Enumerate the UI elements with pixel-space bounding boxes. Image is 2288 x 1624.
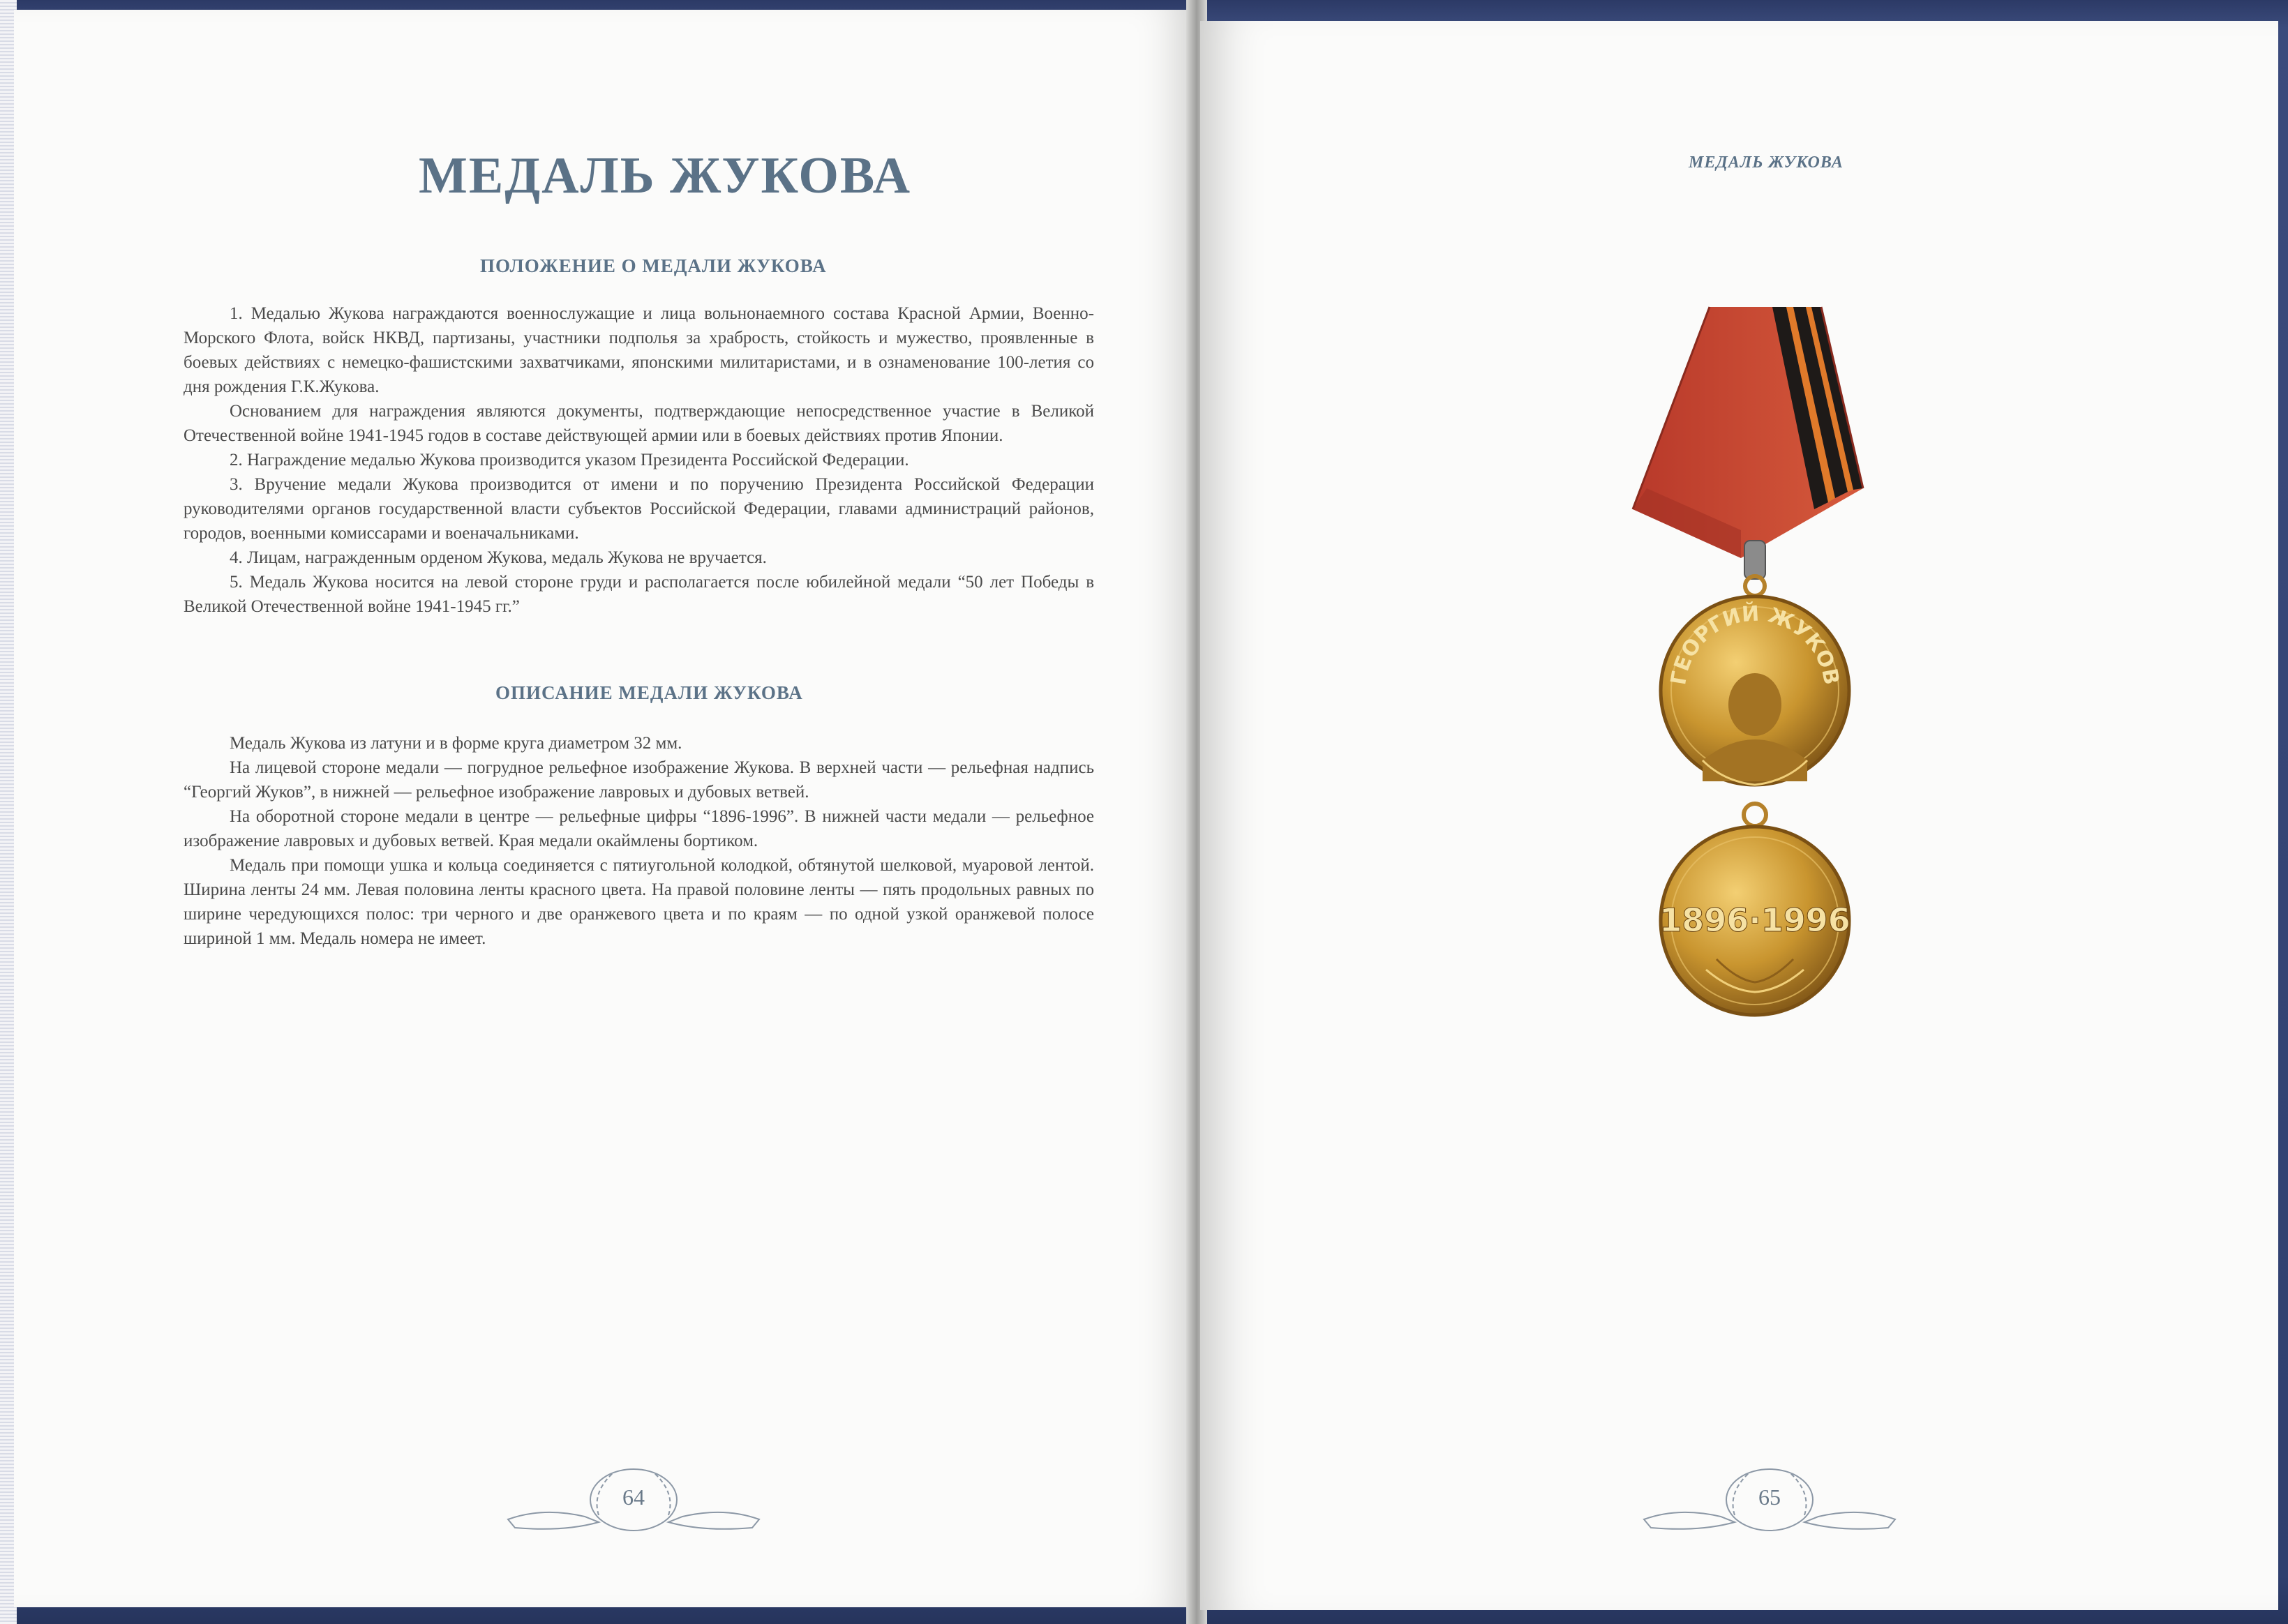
description-paragraph-1: Медаль Жукова из латуни и в форме круга диаметром 32 мм. (230, 734, 682, 753)
page-number-left: 64 (622, 1484, 645, 1510)
reverse-inscription: 1896·1996 (1659, 901, 1850, 939)
page-number-right: 65 (1758, 1484, 1781, 1510)
regulation-paragraph-2: Основанием для награждения являются документы, подтверждающие непосредственное участие в Великой Отечественной войне 1941-1945 годов в составе действующей армии или в боевых действиях против Японии. (184, 402, 1094, 445)
medal-reverse (1659, 804, 1850, 1015)
description-paragraph-4: Медаль при помощи ушка и кольца соединяется с пятиугольной колодкой, обтянутой шелковой, муаровой лентой. Ширина ленты 24 мм. Левая половина ленты красного цвета. На правой половине ленты — пять продольных равных по ширине чередующихся полос: три черного и две оранжевого цвета и по краям — по одной узкой оранжевой полосе шириной 1 мм. Медаль номера не имеет. (184, 856, 1094, 948)
regulation-text (184, 301, 1094, 619)
regulation-paragraph-5: 4. Лицам, награжденным орденом Жукова, медаль Жукова не вручается. (230, 548, 767, 567)
description-text (184, 731, 1094, 951)
regulation-paragraph-6: 5. Медаль Жукова носится на левой стороне груди и располагается после юбилейной медали “50 лет Победы в Великой Отечественной войне 1941-1945 гг.” (184, 573, 1094, 616)
ribbon-block (1633, 307, 1863, 558)
running-head: МЕДАЛЬ ЖУКОВА (1689, 153, 1844, 172)
description-paragraph-3: На оборотной стороне медали в центре — рельефные цифры “1896-1996”. В нижней части медали — рельефное изображение лавровых и дубовых ветвей. Края медали окаймлены бортиком. (184, 807, 1094, 850)
page-number-ornament-left (501, 1465, 766, 1542)
section-title-regulation: ПОЛОЖЕНИЕ О МЕДАЛИ ЖУКОВА (480, 255, 827, 276)
medal-illustration (1619, 300, 1898, 1029)
description-paragraph-2: На лицевой стороне медали — погрудное рельефное изображение Жукова. В верхней части — рельефная надпись “Георгий Жуков”, в нижней — рельефное изображение лавровых и дубовых ветвей. (184, 758, 1094, 802)
regulation-paragraph-3: 2. Награждение медалью Жукова производится указом Президента Российской Федерации. (230, 451, 909, 469)
page-number-ornament-right (1637, 1465, 1902, 1542)
medal-obverse (1661, 596, 1849, 785)
page-title: МЕДАЛЬ ЖУКОВА (419, 147, 912, 204)
obverse-inscription: ГЕОРГИЙ ЖУКОВ (1666, 601, 1844, 687)
section-title-description: ОПИСАНИЕ МЕДАЛИ ЖУКОВА (495, 682, 803, 703)
regulation-paragraph-1: 1. Медалью Жукова награждаются военнослужащие и лица вольнонаемного состава Красной Армии, Военно-Морского Флота, войск НКВД, партизаны, участники подполья за храбрость, стойкость и мужество, проявленные в боевых действиях с немецко-фашистскими захватчиками, японскими милитаристами, и в ознаменование 100-летия со дня рождения Г.К.Жукова. (184, 304, 1094, 396)
regulation-paragraph-4: 3. Вручение медали Жукова производится от имени и по поручению Президента Российской Федерации руководителями органов государственной власти субъектов Российской Федерации, главами администраций районов, городов, военными комиссарами и военачальниками. (184, 475, 1094, 543)
